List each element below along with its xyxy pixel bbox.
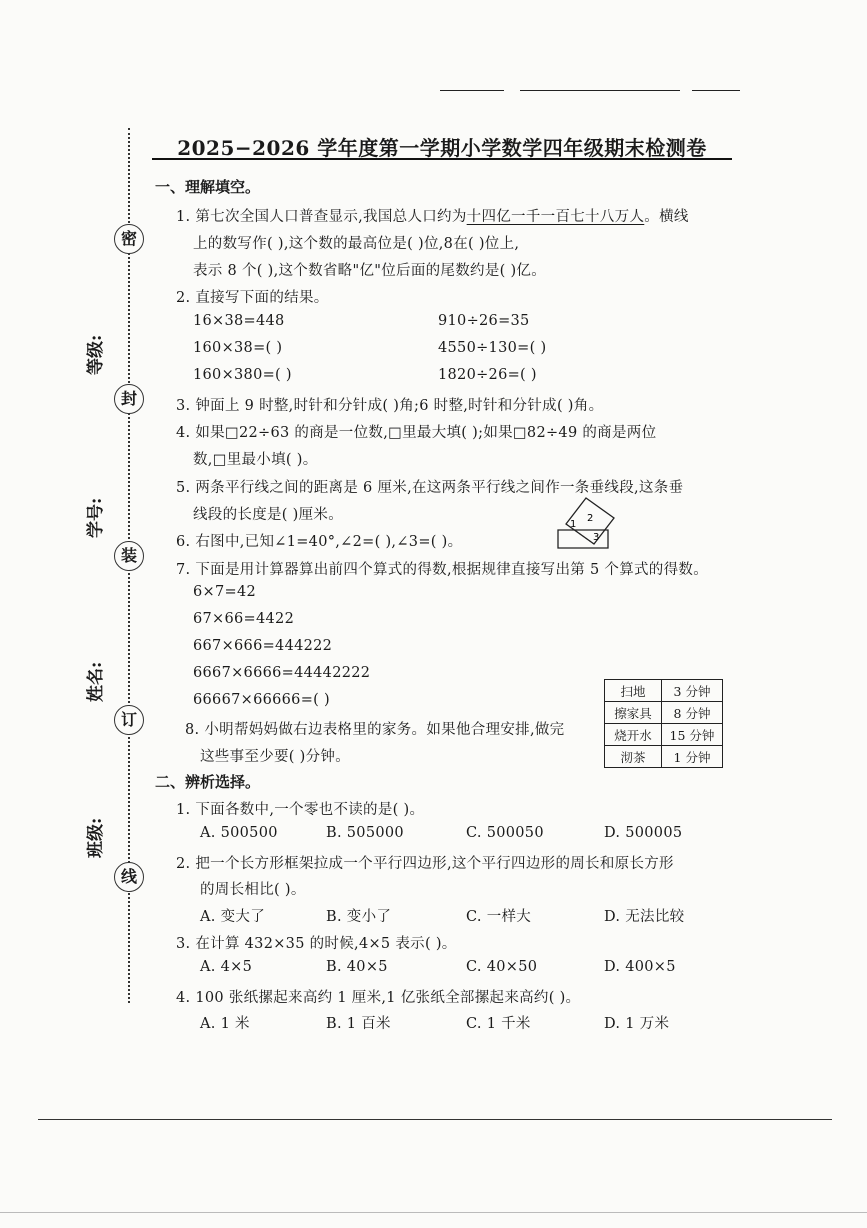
seal-ding: 订	[114, 705, 144, 735]
s2-q1-option-a: A. 500500	[200, 825, 278, 841]
q1-underlined-number: 十四亿一千一百七十八万人	[466, 209, 645, 225]
q1-line3: 表示 8 个( ),这个数省略"亿"位后面的尾数约是( )亿。	[193, 263, 547, 279]
s2-q4-option-b: B. 1 百米	[326, 1016, 391, 1032]
s2-q2-stem2: 的周长相比( )。	[200, 882, 306, 898]
s2-q1-stem: 1. 下面各数中,一个零也不读的是( )。	[176, 802, 425, 818]
q2-right-2: 4550÷130=( )	[438, 340, 547, 356]
s2-q2-option-b: B. 变小了	[326, 909, 392, 925]
s2-q4-option-d: D. 1 万米	[604, 1016, 670, 1032]
chore-time: 8 分钟	[662, 702, 723, 724]
field-student-no-label: 学号:	[86, 497, 106, 538]
title-rule	[152, 158, 732, 160]
header-rule-1	[440, 90, 504, 91]
chore-time: 1 分钟	[662, 746, 723, 768]
q6: 6. 右图中,已知∠1=40°,∠2=( ),∠3=( )。	[176, 534, 463, 550]
chore-time: 15 分钟	[662, 724, 723, 746]
q8-line1: 8. 小明帮妈妈做右边表格里的家务。如果他合理安排,做完	[185, 722, 565, 738]
s2-q4-stem: 4. 100 张纸摞起来高约 1 厘米,1 亿张纸全部摞起来高约( )。	[176, 990, 581, 1006]
s2-q1-option-c: C. 500050	[466, 825, 544, 841]
section1-heading: 一、理解填空。	[155, 178, 261, 196]
seal-xian: 线	[114, 862, 144, 892]
q7-line-2: 67×66=4422	[193, 611, 295, 627]
q1-line1-post: 。横线	[644, 209, 689, 225]
q7-line-3: 667×666=444222	[193, 638, 333, 654]
seal-zhuang: 装	[114, 541, 144, 571]
s2-q3-stem: 3. 在计算 432×35 的时候,4×5 表示( )。	[176, 936, 457, 952]
fig-angle-label-2: 2	[587, 513, 594, 524]
chore-task: 扫地	[605, 680, 662, 702]
table-row	[605, 680, 723, 702]
s2-q2-option-a: A. 变大了	[200, 909, 265, 925]
header-rule-2	[520, 90, 680, 91]
table-row	[605, 724, 723, 746]
scan-edge	[0, 1212, 867, 1213]
q8-line2: 这些事至少要( )分钟。	[200, 749, 351, 765]
chore-time: 3 分钟	[662, 680, 723, 702]
q4-line2: 数,□里最小填( )。	[193, 452, 318, 468]
s2-q2-option-c: C. 一样大	[466, 909, 532, 925]
q7-stem: 7. 下面是用计算器算出前四个算式的得数,根据规律直接写出第 5 个算式的得数。	[176, 562, 708, 578]
field-class-label: 班级:	[86, 817, 106, 858]
q7-line-4: 6667×6666=44442222	[193, 665, 371, 681]
footer-rule	[38, 1119, 832, 1120]
s2-q3-option-b: B. 40×5	[326, 959, 388, 975]
q1-line1	[176, 205, 689, 226]
q4-line1: 4. 如果□22÷63 的商是一位数,□里最大填( );如果□82÷49 的商是两位	[176, 425, 657, 441]
s2-q3-option-d: D. 400×5	[604, 959, 676, 975]
s2-q4-option-c: C. 1 千米	[466, 1016, 531, 1032]
seal-mi: 密	[114, 224, 144, 254]
q7-line-1: 6×7=42	[193, 584, 257, 600]
table-row	[605, 702, 723, 724]
chore-task: 烧开水	[605, 724, 662, 746]
field-name-label: 姓名:	[86, 661, 106, 702]
section2-heading: 二、辨析选择。	[155, 773, 261, 791]
header-rule-3	[692, 90, 740, 91]
s2-q2-option-d: D. 无法比较	[604, 909, 685, 925]
table-row	[605, 746, 723, 768]
q5-line1: 5. 两条平行线之间的距离是 6 厘米,在这两条平行线之间作一条垂线段,这条垂	[176, 480, 684, 496]
s2-q3-option-c: C. 40×50	[466, 959, 538, 975]
q2-right-3: 1820÷26=( )	[438, 367, 537, 383]
q2-left-2: 160×38=( )	[193, 340, 283, 356]
chore-task: 擦家具	[605, 702, 662, 724]
chores-table	[604, 679, 723, 768]
fig-angle-label-1: 1	[570, 519, 577, 530]
angle-figure	[556, 494, 616, 550]
s2-q1-option-d: D. 500005	[604, 825, 683, 841]
q1-line1-pre: 1. 第七次全国人口普查显示,我国总人口约为	[176, 209, 467, 225]
q3: 3. 钟面上 9 时整,时针和分针成( )角;6 时整,时针和分针成( )角。	[176, 398, 604, 414]
fig-angle-label-3: 3	[593, 532, 600, 543]
q7-line-5: 66667×66666=( )	[193, 692, 330, 708]
s2-q3-option-a: A. 4×5	[200, 959, 253, 975]
chore-task: 沏茶	[605, 746, 662, 768]
seal-feng: 封	[114, 384, 144, 414]
q5-line2: 线段的长度是( )厘米。	[193, 507, 344, 523]
page-title: 2025−2026 学年度第一学期小学数学四年级期末检测卷	[177, 136, 707, 160]
s2-q4-option-a: A. 1 米	[200, 1016, 250, 1032]
field-grade-label: 等级:	[86, 334, 106, 375]
s2-q1-option-b: B. 505000	[326, 825, 404, 841]
q2-left-1: 16×38=448	[193, 313, 285, 329]
s2-q2-stem: 2. 把一个长方形框架拉成一个平行四边形,这个平行四边形的周长和原长方形	[176, 856, 674, 872]
q2-right-1: 910÷26=35	[438, 313, 530, 329]
q1-line2: 上的数写作( ),这个数的最高位是( )位,8在( )位上,	[193, 236, 520, 252]
q2-left-3: 160×380=( )	[193, 367, 292, 383]
q2-stem: 2. 直接写下面的结果。	[176, 290, 329, 306]
